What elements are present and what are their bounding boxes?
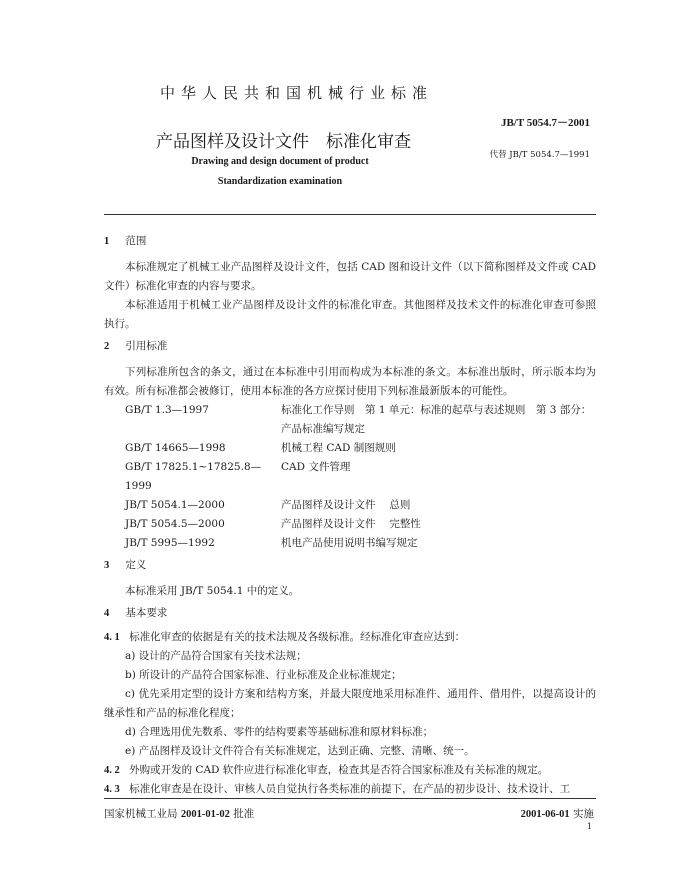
list-item-c: c) 优先采用定型的设计方案和结构方案，并最大限度地采用标准件、通用件、借用件，以提高设计的继承性和产品的标准化程度； <box>104 688 596 719</box>
clause-text: 标准化审查是在设计、审核人员自觉执行各类标准的前提下，在产品的初步设计、技术设计、工 <box>129 783 571 795</box>
list-item-e: e) 产品图样及设计文件符合有关标准规定，达到正确、完整、清晰、统一。 <box>125 745 475 757</box>
section-1-para-2: 本标准适用于机械工业产品图样及设计文件的标准化审查。其他图样及技术文件的标准化审查可参照执行。 <box>104 299 596 330</box>
section-number: 4 <box>104 608 110 619</box>
clause-text: 标准化审查的依据是有关的技术法规及各级标准。经标准化审查应达到： <box>129 631 466 643</box>
doc-title-cn: 产品图样及设计文件 标准化审查 <box>156 132 411 152</box>
section-2-heading <box>104 337 596 356</box>
list-item-a: a) 设计的产品符合国家有关技术法规； <box>125 650 307 662</box>
footer-approval <box>104 806 254 821</box>
list-item-d: d) 合理选用优先数系、零件的结构要素等基础标准和原材料标准； <box>125 726 434 738</box>
clause-4-1 <box>104 628 596 647</box>
issuer: 国家机械工业局 <box>104 808 178 820</box>
ref-code: GB/T 1.3—1997 <box>125 404 209 416</box>
clause-4-3 <box>104 780 596 799</box>
approve-label: 批准 <box>233 808 255 820</box>
ref-code: GB/T 14665—1998 <box>125 442 226 454</box>
section-2-para-1: 下列标准所包含的条文，通过在本标准中引用而构成为本标准的条文。本标准出版时，所示版本均为有效。所有标准都会被修订，使用本标准的各方应探讨使用下列标准最新版本的可能性。 <box>104 366 596 397</box>
impl-date: 2001-06-01 <box>520 809 570 820</box>
table-row <box>104 534 591 553</box>
ref-code: JB/T 5054.5—2000 <box>125 518 225 530</box>
section-1-para-1: 本标准规定了机械工业产品图样及设计文件，包括 CAD 图和设计文件（以下简称图样及文件或 CAD 文件）标准化审查的内容与要求。 <box>104 261 596 292</box>
approve-date: 2001-01-02 <box>180 809 230 820</box>
section-3-heading <box>104 556 596 575</box>
table-row <box>104 458 591 496</box>
list-item-b: b) 所设计的产品符合国家标准、行业标准及企业标准规定； <box>125 669 402 681</box>
doc-title-en-line2: Standardization examination <box>217 176 343 187</box>
clause-number: 4. 3 <box>104 784 120 795</box>
header-rule <box>104 214 596 215</box>
ref-name-line: 标准化工作导则 第 1 单元：标准的起草与表述规则 第 3 部分： <box>281 404 592 416</box>
header-title: 中华人民共和国机械行业标准 <box>160 84 434 102</box>
clause-4-2 <box>104 761 596 780</box>
section-number: 3 <box>104 560 110 571</box>
clause-number: 4. 1 <box>104 632 120 643</box>
footer-rule <box>104 798 596 799</box>
page-number: 1 <box>586 822 592 831</box>
ref-name: 产品图样及设计文件 总则 <box>281 499 411 511</box>
section-title: 范围 <box>125 235 147 247</box>
impl-label: 实施 <box>573 808 594 820</box>
section-title: 基本要求 <box>125 607 168 619</box>
clause-number: 4. 2 <box>104 765 120 776</box>
ref-name: CAD 文件管理 <box>281 461 351 473</box>
ref-name-line: 产品标准编写规定 <box>281 423 365 435</box>
section-1-heading <box>104 232 596 251</box>
table-row <box>104 515 591 534</box>
supersedes-note: 代替 JB/T 5054.7—1991 <box>489 150 590 160</box>
ref-code: JB/T 5995—1992 <box>125 537 215 549</box>
table-row <box>104 401 591 439</box>
section-3-para-1: 本标准采用 JB/T 5054.1 中的定义。 <box>125 585 300 597</box>
section-number: 2 <box>104 341 110 352</box>
ref-name <box>281 401 591 439</box>
ref-name: 机电产品使用说明书编写规定 <box>281 537 418 549</box>
ref-code: JB/T 5054.1—2000 <box>125 499 225 511</box>
clause-text: 外购或开发的 CAD 软件应进行标准化审查，检查其是否符合国家标准及有关标准的规定。 <box>129 764 549 776</box>
reference-standards-table <box>104 401 591 553</box>
section-title: 引用标准 <box>125 340 168 352</box>
section-number: 1 <box>104 236 110 247</box>
doc-title-en-line1: Drawing and design document of product <box>191 156 369 167</box>
standard-code: JB/T 5054.7－2001 <box>500 117 590 129</box>
ref-name: 产品图样及设计文件 完整性 <box>281 518 421 530</box>
footer-implementation <box>521 806 594 821</box>
table-row <box>104 439 591 458</box>
section-4-heading <box>104 604 596 623</box>
document-body <box>104 232 596 799</box>
section-title: 定义 <box>125 559 147 571</box>
ref-code: GB/T 17825.1~17825.8—1999 <box>125 461 262 492</box>
table-row <box>104 496 591 515</box>
ref-name: 机械工程 CAD 制图规则 <box>281 442 396 454</box>
